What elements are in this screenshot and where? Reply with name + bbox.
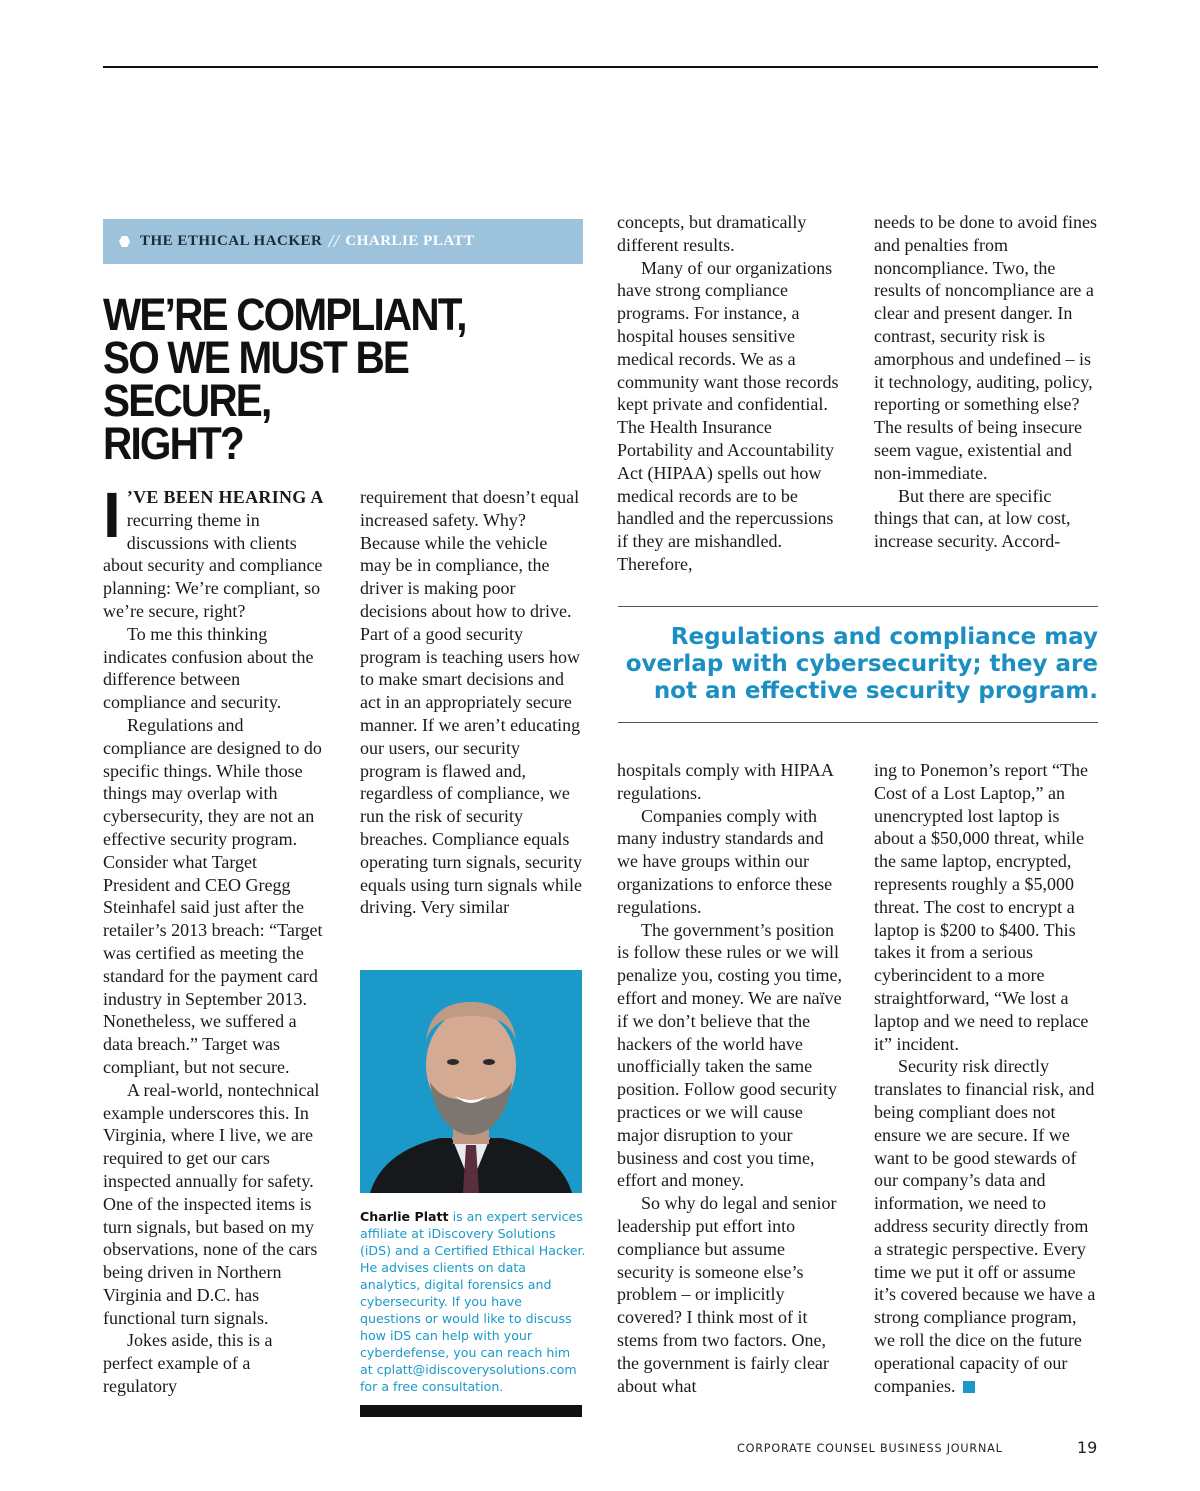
bio-name: Charlie Platt [360, 1209, 449, 1224]
paragraph: ing to Ponemon’s report “The Cost of a Lost Laptop,” an unencrypted lost laptop is about a $50,000 threat, while the same laptop, encrypted, represents roughly a $5,000 threat. The cost to encrypt a laptop is $200 to $400. This takes it from a serious cyberincident to a more straightforward, “We lost a laptop and we need to replace it” incident. [874, 760, 1089, 1054]
hexagon-icon [119, 236, 130, 247]
headline-line-1: WE’RE COMPLIANT, [103, 289, 466, 340]
paragraph: To me this thinking indicates confusion about the difference between compliance and security. [103, 623, 314, 713]
paragraph: needs to be done to avoid fines and penalties from noncompliance. Two, the results of noncompliance are a clear and present danger. In contrast, security risk is amorphous and undefined – is it technology, auditing, policy, reporting or something else? The results of being insecure seem vague, existential and non-immediate. [874, 212, 1097, 483]
top-rule [103, 66, 1098, 68]
article-column-1 [103, 479, 325, 1398]
author-photo [360, 970, 582, 1193]
bio-rule [360, 1405, 582, 1417]
final-paragraph [874, 1055, 1098, 1397]
paragraph: Companies comply with many industry standards and we have groups within our organizations to enforce these regulations. [617, 805, 833, 917]
kicker-separator: // [328, 231, 340, 251]
paragraph-text: recurring theme in discussions with clients about security and compliance planning: We’re compliant, so we’re secure, right? [103, 509, 323, 621]
article-column-4-top [874, 211, 1098, 553]
article-column-4-bottom [874, 759, 1098, 1397]
paragraph-text: Security risk directly translates to financial risk, and being compliant does not ensure we are secure. If we want to be good stewards of our company’s data and information, we need to address security directly from a strategic perspective. Every time we put it off or assume it’s covered because we have a strong compliance program, we roll the dice on the future operational capacity of our companies. [874, 1056, 1096, 1396]
paragraph: Many of our organizations have strong compliance programs. For instance, a hospital houses sensitive medical records. We as a community want those records kept private and confidential. The Health Insurance Portability and Accountability Act (HIPAA) spells out how medical records are to be handled and the repercussions if they are mishandled. Therefore, [617, 257, 839, 574]
article-column-3-bottom [617, 759, 843, 1397]
paragraph: Regulations and compliance are designed to do specific things. While those things may overlap with cybersecurity, they are not an effective security program. Consider what Target President and CEO Gregg Steinhafel said just after the retailer’s 2013 breach: “Target was certified as meeting the standard for the payment card industry in September 2013. Nonetheless, we suffered a data breach.” Target was compliant, but not secure. [103, 714, 323, 1077]
article-column-2 [360, 486, 582, 919]
paragraph: A real-world, nontechnical example underscores this. In Virginia, where I live, we are required to get our cars inspected annually for safety. One of the inspected items is turn signals, but based on my observations, none of the cars being driven in Northern Virginia and D.C. has functional turn signals. [103, 1079, 320, 1328]
headline [103, 289, 544, 469]
pullquote-rule-top [618, 606, 1098, 607]
portrait-illustration [360, 970, 582, 1193]
paragraph: But there are specific things that can, at low cost, increase security. Accord- [874, 485, 1071, 552]
page-number: 19 [1077, 1438, 1098, 1457]
headline-line-2: SO WE MUST BE SECURE, [103, 332, 409, 426]
paragraph: The government’s position is follow these rules or we will penalize you, costing you time, effort and money. We are naïve if we don’t believe that the hackers of the world have unofficially taken the same position. Follow good security practices or we will cause major disruption to your business and cost you time, effort and money. [617, 919, 842, 1191]
paragraph: concepts, but dramatically different results. [617, 212, 807, 255]
bio-text: is an expert services affiliate at iDiscovery Solutions (iDS) and a Certified Ethical Hacker. He advises clients on data analytics, digital forensics and cybersecurity. If you have questions or would like to discuss how iDS can help with your cyberdefense, you can reach him at cplatt@idiscoverysolutions.com for a free consultation. [360, 1209, 586, 1394]
kicker-author: CHARLIE PLATT [345, 233, 475, 249]
publication-name: CORPORATE COUNSEL BUSINESS JOURNAL [737, 1442, 1003, 1455]
section-kicker [103, 219, 583, 264]
paragraph: Jokes aside, this is a perfect example of a regulatory [103, 1330, 273, 1397]
article-column-3-top [617, 211, 843, 576]
lead-in: ’VE BEEN HEARING A [126, 487, 324, 507]
headline-line-3: RIGHT? [103, 418, 243, 469]
opening-paragraph [103, 479, 325, 623]
paragraph: requirement that doesn’t equal increased safety. Why? Because while the vehicle may be in compliance, the driver is making poor decisions about how to drive. Part of a good security program is teaching users how to make smart decisions and act in an appropriately secure manner. If we aren’t educating our users, our security program is flawed and, regardless of compliance, we run the risk of security breaches. Compliance equals operating turn signals, security equals using turn signals while driving. Very similar [360, 487, 582, 918]
paragraph: So why do legal and senior leadership put effort into compliance but assume security is someone else’s problem – or implicitly covered? I think most of it stems from two factors. One, the government is fairly clear about what [617, 1193, 837, 1396]
drop-cap: I [103, 479, 121, 551]
paragraph: hospitals comply with HIPAA regulations. [617, 760, 833, 803]
pullquote: Regulations and compliance may overlap with cybersecurity; they are not an effective security program. [625, 624, 1098, 704]
author-bio [360, 1208, 586, 1395]
pullquote-rule-bottom [618, 722, 1098, 723]
section-name: THE ETHICAL HACKER [140, 233, 323, 249]
end-mark-icon [963, 1381, 975, 1393]
